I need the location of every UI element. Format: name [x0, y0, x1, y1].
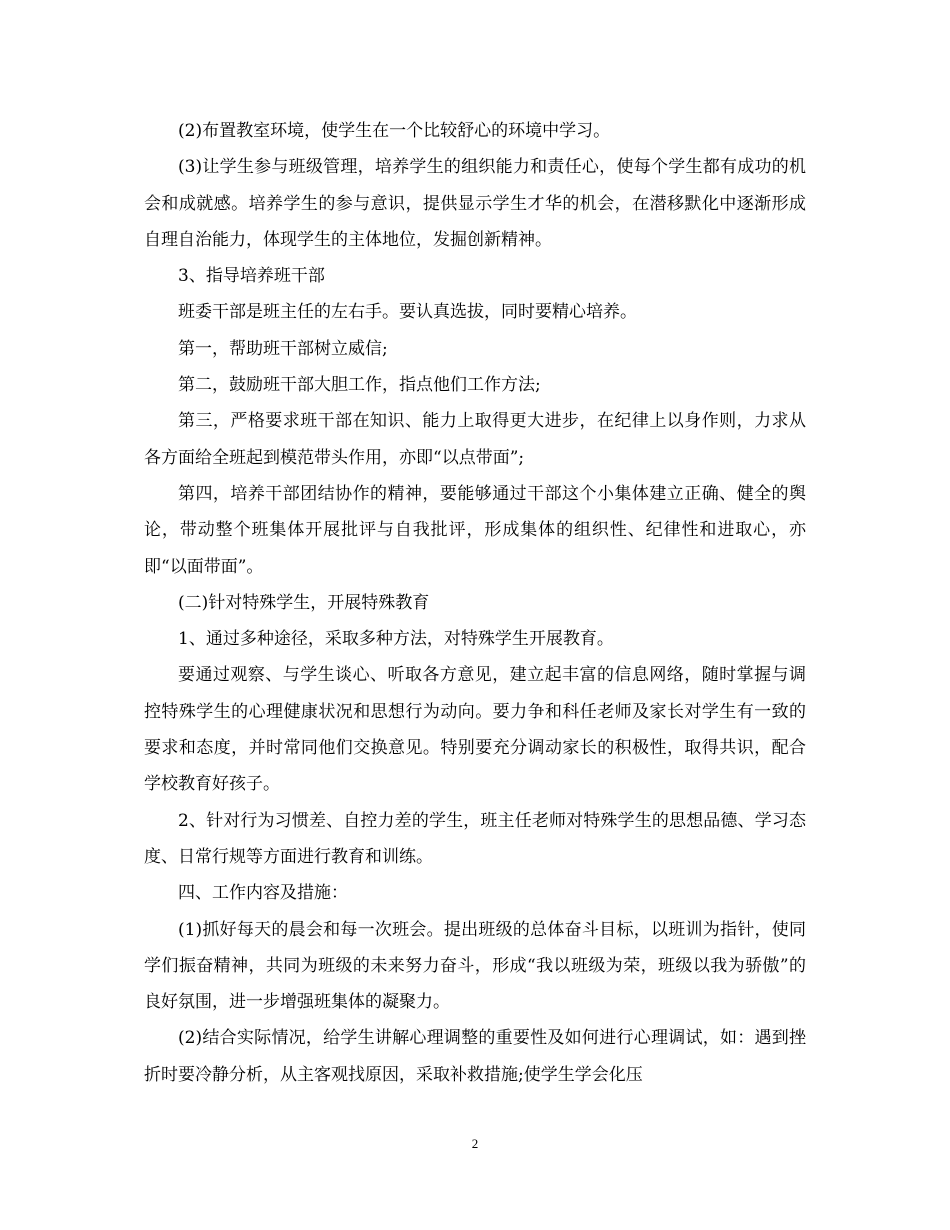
- paragraph-5: 第一，帮助班干部树立威信;: [178, 338, 388, 359]
- heading-special-students: (二)针对特殊学生，开展特殊教育: [178, 592, 430, 613]
- heading-work-content: 四、工作内容及措施：: [178, 883, 348, 904]
- heading-guide-class-cadres: 3、指导培养班干部: [178, 266, 325, 287]
- paragraph-11: 要通过观察、与学生谈心、听取各方意见，建立起丰富的信息网络，随时掌握与调控特殊学生的心理健康状况和思想行为动向。要力争和科任老师及家长对学生有一致的要求和态度，并时常同他们交换意见。特别要充分调动家长的积极性，取得共识，配合学校教育好孩子。: [144, 665, 806, 795]
- document-body: [144, 113, 806, 1093]
- paragraph-7: 第三，严格要求班干部在知识、能力上取得更大进步，在纪律上以身作则，力求从各方面给全班起到模范带头作用，亦即“以点带面”;: [144, 411, 806, 468]
- paragraph-6: 第二，鼓励班干部大胆工作，指点他们工作方法;: [178, 375, 541, 396]
- paragraph-15: (2)结合实际情况，给学生讲解心理调整的重要性及如何进行心理调试，如：遇到挫折时要冷静分析，从主客观找原因，采取补救措施;使学生学会化压: [144, 1028, 806, 1085]
- page-number: 2: [471, 1136, 479, 1151]
- paragraph-2: (3)让学生参与班级管理，培养学生的组织能力和责任心，使每个学生都有成功的机会和成就感。培养学生的参与意识，提供显示学生才华的机会，在潜移默化中逐渐形成自理自治能力，体现学生的主体地位，发掘创新精神。: [144, 157, 806, 250]
- paragraph-4: 班委干部是班主任的左右手。要认真选拔，同时要精心培养。: [178, 302, 637, 323]
- paragraph-12: 2、针对行为习惯差、自控力差的学生，班主任老师对特殊学生的思想品德、学习态度、日常行规等方面进行教育和训练。: [144, 810, 806, 867]
- paragraph-10: 1、通过多种途径，采取多种方法，对特殊学生开展教育。: [178, 629, 614, 650]
- paragraph-8: 第四，培养干部团结协作的精神，要能够通过干部这个小集体建立正确、健全的舆论，带动整个班集体开展批评与自我批评，形成集体的组织性、纪律性和进取心，亦即“以面带面”。: [144, 483, 806, 577]
- paragraph-14: (1)抓好每天的晨会和每一次班会。提出班级的总体奋斗目标，以班训为指针，使同学们振奋精神，共同为班级的未来努力奋斗，形成“我以班级为荣，班级以我为骄傲”的良好氛围，进一步增强班集体的凝聚力。: [144, 919, 806, 1013]
- paragraph-1: (2)布置教室环境，使学生在一个比较舒心的环境中学习。: [178, 121, 611, 141]
